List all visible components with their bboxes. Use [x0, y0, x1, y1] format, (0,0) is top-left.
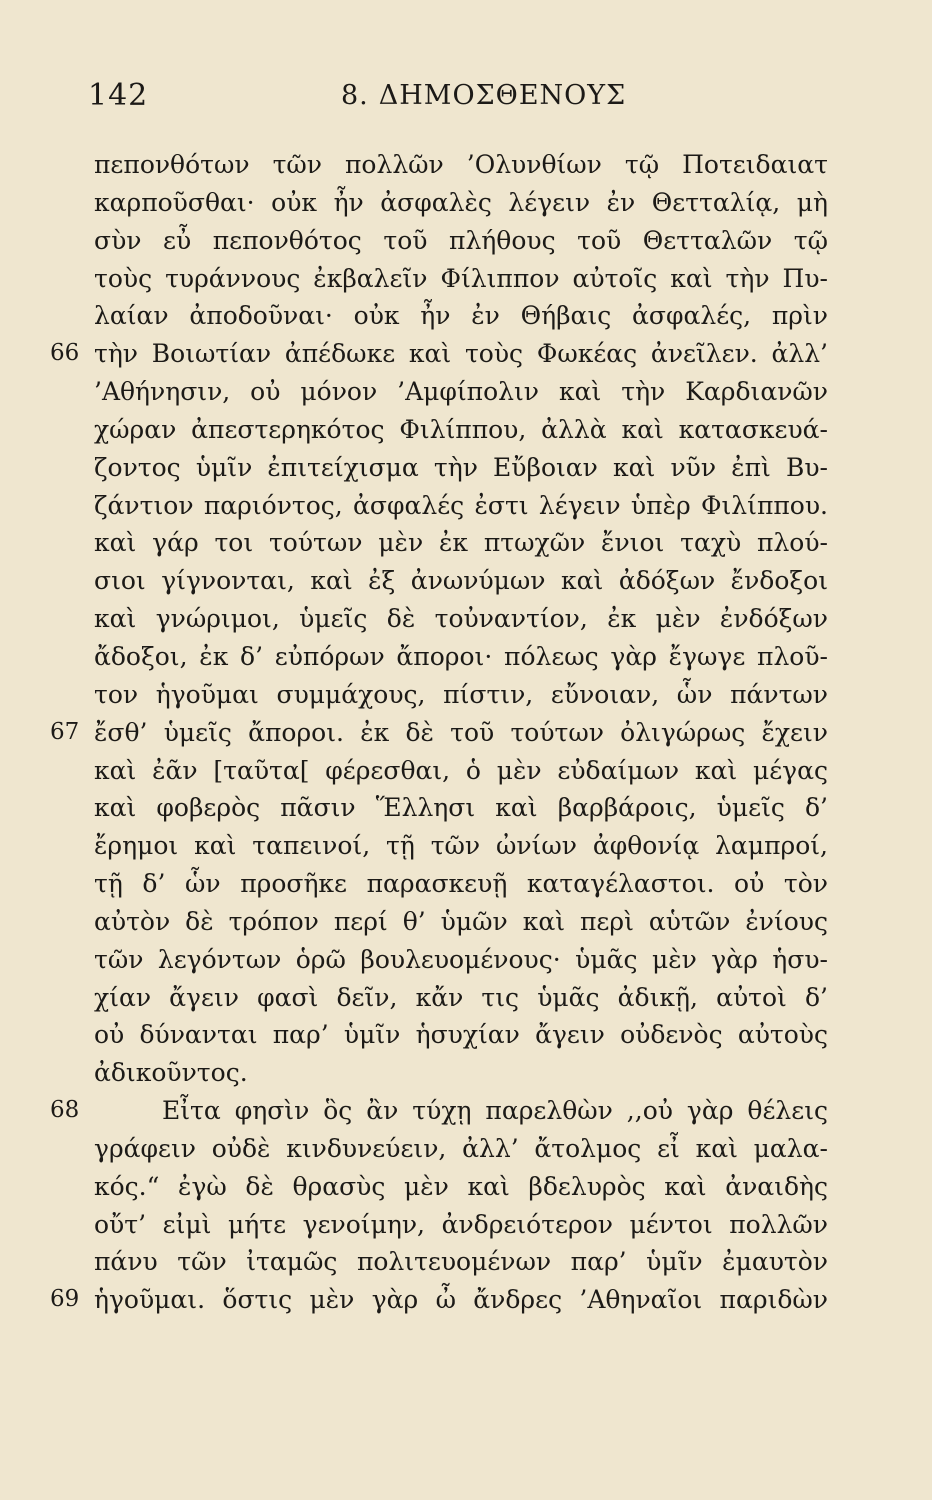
text-line	[94, 411, 828, 449]
text-line	[94, 752, 828, 790]
text-line	[94, 297, 828, 335]
text-line	[94, 184, 828, 222]
line-text: σὺν εὖ πεπονθότος τοῦ πλήθους τοῦ Θετταλῶν τῷ	[94, 225, 828, 255]
text-line	[94, 676, 828, 714]
section-margin-number: 67	[50, 718, 80, 745]
line-text: ’Αθήνησιν, οὐ μόνον ’Αμφίπολιν καὶ τὴν Καρδιανῶν	[94, 377, 828, 407]
text-line	[94, 1206, 828, 1244]
text-line	[94, 979, 828, 1017]
text-line	[50, 714, 828, 752]
line-text: ἔσθ’ ὑμεῖς ἄποροι. ἐκ δὲ τοῦ τούτων ὀλιγώρως ἔχειν	[94, 717, 828, 747]
text-line	[94, 260, 828, 298]
text-line	[94, 373, 828, 411]
running-header	[88, 78, 828, 118]
line-text: ἡγοῦμαι. ὅστις μὲν γὰρ ὦ ἄνδρες ’Αθηναῖοι παριδὼν	[94, 1285, 828, 1315]
line-text: γράφειν οὐδὲ κινδυνεύειν, ἀλλ’ ἄτολμος εἶ καὶ μαλα-	[94, 1133, 828, 1163]
line-text: τὴν Βοιωτίαν ἀπέδωκε καὶ τοὺς Φωκέας ἀνεῖλεν. ἀλλ’	[94, 339, 828, 369]
text-line	[94, 1243, 828, 1281]
text-line	[94, 865, 828, 903]
text-line	[50, 1092, 828, 1130]
section-margin-number: 69	[50, 1286, 80, 1313]
line-text: καρποῦσθαι· οὐκ ἦν ἀσφαλὲς λέγειν ἐν Θετταλίᾳ, μὴ	[94, 187, 828, 217]
text-line	[94, 449, 828, 487]
line-text: ἄδοξοι, ἐκ δ’ εὐπόρων ἄποροι· πόλεως γὰρ ἔγωγε πλοῦ-	[94, 641, 828, 671]
line-text: πεπονθότων τῶν πολλῶν ’Ολυνθίων τῷ Ποτειδαιατ	[94, 150, 828, 179]
line-text: Εἶτα φησὶν ὃς ἂν τύχῃ παρελθὼν ,,οὐ γὰρ θέλεις	[162, 1096, 828, 1126]
line-text: αὐτὸν δὲ τρόπον περί θ’ ὑμῶν καὶ περὶ αὑτῶν ἐνίους	[94, 906, 828, 936]
text-line	[94, 903, 828, 941]
text-body	[50, 146, 828, 1319]
line-text: χίαν ἄγειν φασὶ δεῖν, κἄν τις ὑμᾶς ἀδικῇ, αὐτοὶ δ’	[94, 982, 828, 1012]
section-margin-number: 68	[50, 1097, 80, 1124]
text-line	[94, 1016, 828, 1054]
line-text: πάνυ τῶν ἰταμῶς πολιτευομένων παρ’ ὑμῖν ἐμαυτὸν	[94, 1247, 828, 1277]
text-line	[94, 789, 828, 827]
text-line	[94, 1168, 828, 1206]
text-line	[94, 222, 828, 260]
text-line	[50, 1281, 828, 1319]
text-line	[94, 827, 828, 865]
section-number: 8.	[341, 80, 369, 111]
line-text: τῇ δ’ ὧν προσῆκε παρασκευῇ καταγέλαστοι. οὐ τὸν	[94, 869, 828, 899]
text-line	[94, 1054, 828, 1092]
running-title	[341, 80, 626, 111]
text-line	[94, 562, 828, 600]
line-text: ζοντος ὑμῖν ἐπιτείχισμα τὴν Εὔβοιαν καὶ νῦν ἐπὶ Βυ-	[94, 452, 828, 482]
line-text: οὐ δύνανται παρ’ ὑμῖν ἡσυχίαν ἄγειν οὐδενὸς αὐτοὺς	[94, 1020, 828, 1050]
text-line	[94, 1130, 828, 1168]
line-text: τον ἡγοῦμαι συμμάχους, πίστιν, εὔνοιαν, ὧν πάντων	[94, 679, 828, 709]
line-text: λαίαν ἀποδοῦναι· οὐκ ἦν ἐν Θήβαις ἀσφαλές, πρὶν	[94, 301, 828, 331]
line-text: καὶ γνώριμοι, ὑμεῖς δὲ τοὐναντίον, ἐκ μὲν ἐνδόξων	[94, 604, 828, 634]
text-line	[94, 941, 828, 979]
text-line	[94, 524, 828, 562]
text-line	[94, 487, 828, 525]
text-line	[50, 335, 828, 373]
text-line	[94, 638, 828, 676]
line-text: ζάντιον παριόντος, ἀσφαλές ἐστι λέγειν ὑπὲρ Φιλίππου.	[94, 490, 828, 520]
line-text: καὶ φοβερὸς πᾶσιν Ἕλλησι καὶ βαρβάροις, ὑμεῖς δ’	[94, 793, 828, 823]
text-line	[94, 600, 828, 638]
text-line	[94, 146, 828, 184]
line-text: κός.“ ἐγὼ δὲ θρασὺς μὲν καὶ βδελυρὸς καὶ ἀναιδὴς	[94, 1171, 828, 1201]
line-text: τοὺς τυράννους ἐκβαλεῖν Φίλιππον αὐτοῖς καὶ τὴν Πυ-	[94, 263, 828, 293]
line-text: καὶ γάρ τοι τούτων μὲν ἐκ πτωχῶν ἔνιοι ταχὺ πλού-	[94, 528, 828, 558]
line-text: σιοι γίγνονται, καὶ ἐξ ἀνωνύμων καὶ ἀδόξων ἔνδοξοι	[94, 566, 828, 596]
line-text: ἀδικοῦντος.	[94, 1058, 248, 1088]
page-number: 142	[88, 78, 149, 113]
line-text: χώραν ἀπεστερηκότος Φιλίππου, ἀλλὰ καὶ κατασκευά-	[94, 414, 828, 444]
author-title: ΔΗΜΟΣΘΕΝΟΥΣ	[378, 80, 627, 111]
section-margin-number: 66	[50, 340, 80, 367]
line-text: ἔρημοι καὶ ταπεινοί, τῇ τῶν ὠνίων ἀφθονίᾳ λαμπροί,	[94, 831, 828, 861]
line-text: καὶ ἐᾶν [ταῦτα[ φέρεσθαι, ὁ μὲν εὐδαίμων καὶ μέγας	[94, 755, 828, 785]
line-text: τῶν λεγόντων ὁρῶ βουλευομένους· ὑμᾶς μὲν γὰρ ἡσυ-	[94, 944, 828, 974]
line-text: οὔτ’ εἰμὶ μήτε γενοίμην, ἀνδρειότερον μέντοι πολλῶν	[94, 1209, 828, 1239]
